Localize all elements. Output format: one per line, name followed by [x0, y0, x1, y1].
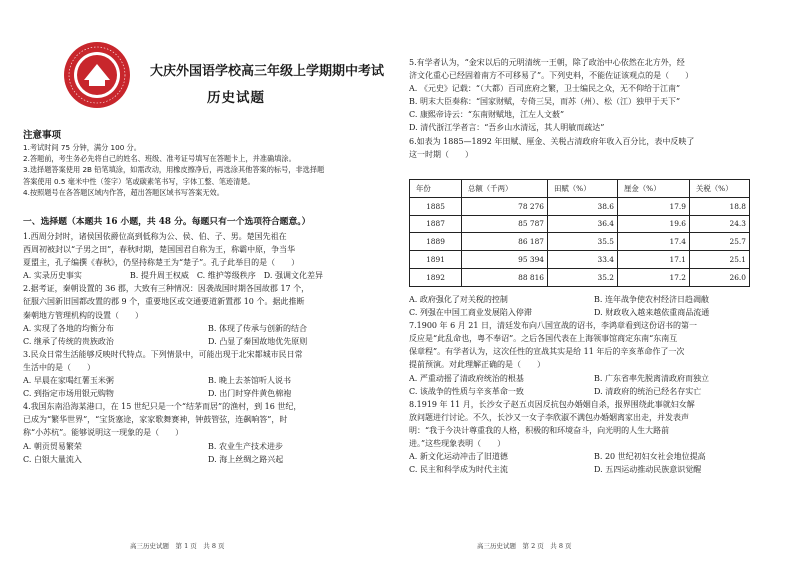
table-cell: 1891: [410, 251, 462, 269]
question-line: A. 《元史》记载：“（大都）百司庶府之繁，卫士编民之众，无不仰给于江南”: [409, 84, 681, 94]
table-cell: 25.1: [690, 251, 750, 269]
table-row: [410, 197, 750, 215]
right-page: [397, 0, 794, 561]
question-line: D. 清代浙江学者言：“吾乡山水清远，其人明敏而疏达”: [409, 123, 605, 133]
question-line: 5.有学者认为，“金宋以后的元明清统一王朝，除了政治中心依然在北方外，经: [409, 58, 685, 67]
table-row: [410, 251, 750, 269]
page-footer: 高三历史试题 第 2 页 共 8 页: [477, 542, 572, 550]
option-c: C. 民主和科学成为时代主流: [409, 465, 508, 475]
table-cell: 78 276: [462, 197, 548, 215]
question-line: 4.我国东南沿海某港口，在 15 世纪只是一个“结茅而居”的渔村，到 16 世纪，: [23, 402, 302, 412]
school-logo: [62, 40, 132, 110]
option-d: D. 财政收入越来越依重商品流通: [594, 308, 710, 318]
option-row: [23, 374, 395, 387]
option-d: D. 五四运动推动民族意识觉醒: [594, 465, 702, 475]
option-c: C. 该战争的性质与辛亥革命一致: [409, 386, 524, 396]
option-b: B. 20 世纪初妇女社会地位提高: [594, 452, 706, 462]
table-header: 田赋（%）: [548, 180, 618, 198]
option-row: [23, 387, 395, 400]
table-cell: 86 187: [462, 233, 548, 251]
question-line: 2.据考证，秦朝设置的 36 郡，大致有三种情况：因袭战国时期各国故郡 17 个，: [23, 284, 310, 294]
table-cell: 17.4: [618, 233, 690, 251]
table-header-row: [410, 180, 750, 198]
option-a: A. 早晨在家喝红薯玉米粥: [23, 376, 114, 386]
question-line: 济文化重心已经固着南方不可移易了”。下列史料，不能佐证该观点的是（ ）: [409, 71, 694, 81]
questions-left: [23, 230, 395, 466]
table-cell: 17.1: [618, 251, 690, 269]
option-b: B. 体现了传承与创新的结合: [208, 323, 307, 333]
option-row: [23, 453, 395, 466]
table-cell: 35.5: [548, 233, 618, 251]
table-cell: 25.7: [690, 233, 750, 251]
question-line: B. 明末大臣奏称：“国家财赋，专倚三吴，而苏（州）、松（江）独甲于天下”: [409, 97, 681, 107]
option-c: C. 白银大量流入: [23, 454, 82, 464]
option-a: A. 朝贡贸易繁荣: [23, 441, 82, 451]
option-b: B. 晚上去茶馆听人说书: [208, 376, 291, 386]
option-a: A. 政府强化了对关税的控制: [409, 295, 508, 304]
questions-right-bottom: [409, 293, 781, 476]
option-d: D. 清政府的统治已经名存实亡: [594, 386, 702, 396]
question-line: 1.西周分封时，诸侯国依爵位高到低称为公、侯、伯、子、男。楚国先祖在: [23, 232, 287, 241]
option-c: C. 继承了传统的贵族政治: [23, 336, 114, 346]
table-row: [410, 268, 750, 286]
notice-item: 3.选择题答案使用 2B 铅笔填涂，如需改动，用橡皮擦净后，再选涂其他答案的标号，非选择题: [23, 165, 325, 175]
option-d: D. 凸显了秦国故地优先原则: [208, 336, 308, 346]
table-cell: 88 816: [462, 268, 548, 286]
option-c: C. 列强在中国工商业发展陷入停滞: [409, 308, 532, 318]
option-row: [409, 463, 781, 476]
question-line: 3.民众日常生活能够反映时代特点。下列情景中，可能出现于北宋都城市民日常: [23, 349, 303, 359]
option-a: A. 新文化运动冲击了旧道德: [409, 452, 508, 462]
question-line: 8.1919 年 11 月，长沙女子赵五贞因反抗包办婚姻自杀，报界围绕此事就妇女解: [409, 399, 695, 409]
notice-item: 1.考试时间 75 分钟，满分 100 分。: [23, 143, 141, 152]
option-row: [409, 306, 781, 319]
question-line: 明：“我于今决计尊重我的人格，积极的和环境奋斗，向光明的人生大路前: [409, 425, 670, 435]
question-line: 放问题进行讨论。不久，长沙又一女子李欣淑不满包办婚姻离家出走，并发表声: [409, 412, 689, 422]
school-title: 大庆外国语学校高三年级上学期期中考试: [150, 64, 385, 79]
option-a: A. 实现了各地的均衡分布: [23, 323, 114, 333]
option-b: B. 连年战争使农村经济日趋凋敝: [594, 295, 709, 304]
notice-item: 4.按照题号在各答题区域内作答，超出答题区域书写答案无效。: [23, 187, 224, 197]
table-cell: 1892: [410, 268, 462, 286]
question-line: 进。”这些现象表明（ ）: [409, 439, 506, 449]
option-d: D. 出门时穿件黄色棉袍: [208, 389, 292, 399]
table-cell: 1887: [410, 215, 462, 233]
table-cell: 38.6: [548, 197, 618, 215]
table-cell: 17.9: [618, 197, 690, 215]
question-line: 西周初被封以“子男之田”，春秋时期，楚国国君自称为王，称霸中原，争当华: [23, 245, 296, 255]
subject-title: 历史试题: [207, 90, 265, 106]
table-header: 年份: [410, 180, 462, 198]
table-cell: 1889: [410, 233, 462, 251]
table-cell: 1885: [410, 197, 462, 215]
table-cell: 26.0: [690, 268, 750, 286]
question-line: 秦朝地方管理机构的设置（ ）: [23, 310, 143, 320]
option-row: [23, 322, 395, 335]
option-row: [23, 440, 395, 453]
table-cell: 19.6: [618, 215, 690, 233]
table-row: [410, 233, 750, 251]
option-c: C. 到指定市场用银元购物: [23, 389, 114, 399]
notice-heading: 注意事项: [23, 130, 62, 141]
question-line: 6.如表为 1885—1892 年田赋、厘金、关税占清政府年收入百分比，表中反映了: [409, 136, 695, 146]
table-cell: 36.4: [548, 215, 618, 233]
question-line: 反应是“此乱命也，粤不奉诏”。之后各国代表在上海领事馆商定东南“东南互: [409, 334, 678, 344]
table-header: 总额（千两）: [462, 180, 548, 198]
table-cell: 95 394: [462, 251, 548, 269]
question-line: 保章程”。有学者认为，这次任性的宣战其实是给 11 年后的辛亥革命作了一次: [409, 347, 685, 357]
question-line: 已成为“繁华世界”，“宝货塞途，家家歌舞赛神，钟鼓管弦，连飙响答”，时: [23, 415, 288, 425]
notice-item: 2.答题前，考生务必先将自己的姓名、班级、准考证号填写在答题卡上，并准确填涂。: [23, 154, 296, 164]
table-cell: 24.3: [690, 215, 750, 233]
table-cell: 35.2: [548, 268, 618, 286]
question-line: 称“小苏杭”。能够说明这一现象的是（ ）: [23, 428, 184, 438]
question-line: 提前预演。对此理解正确的是（ ）: [409, 360, 545, 370]
table-cell: 33.4: [548, 251, 618, 269]
question-line: A. 实录历史事实 B. 提升周王权威 C. 维护等级秩序 D. 强调文化差异: [23, 271, 323, 281]
question-line: 这一时期（ ）: [409, 149, 473, 159]
option-row: [409, 385, 781, 398]
page-footer: 高三历史试题 第 1 页 共 8 页: [130, 542, 225, 550]
option-a: A. 严重动摇了清政府统治的根基: [409, 373, 524, 383]
table-row: [410, 215, 750, 233]
table-cell: 17.2: [618, 268, 690, 286]
option-row: [409, 293, 781, 306]
option-row: [409, 372, 781, 385]
option-row: [23, 335, 395, 348]
table-cell: 18.8: [690, 197, 750, 215]
option-d: D. 海上丝绸之路兴起: [208, 454, 284, 464]
question-line: 7.1900 年 6 月 21 日，清廷发布向八国宣战的诏书，李鸿章看到这份诏书的第一: [409, 321, 697, 331]
table-cell: 85 787: [462, 215, 548, 233]
option-row: [409, 450, 781, 463]
question-line: 生活中的是（ ）: [23, 362, 95, 372]
table-header: 厘金（%）: [618, 180, 690, 198]
questions-right-top: [409, 56, 781, 161]
option-b: B. 广东省率先脱离清政府而独立: [594, 373, 709, 383]
revenue-table: [409, 179, 750, 287]
question-line: 夏盟主，孔子编撰《春秋》，仍坚持称楚王为“楚子”。孔子此举目的是（ ）: [23, 258, 300, 268]
question-line: C. 康熙帝诗云：“东南财赋地，江左人文薮”: [409, 110, 565, 120]
notice-item: 答案使用 0.5 毫米中性（签字）笔或碳素笔书写，字体工整、笔迹清楚。: [23, 176, 255, 186]
question-line: 征服六国新旧国都改置的郡 9 个，重要地区或交通要道新置郡 10 个。据此推断: [23, 297, 305, 307]
notice-list: [23, 142, 393, 198]
section-heading: 一、选择题（本题共 16 小题，共 48 分。每题只有一个选项符合题意。）: [23, 217, 311, 227]
table-header: 关税（%）: [690, 180, 750, 198]
option-b: B. 农业生产技术进步: [208, 441, 283, 451]
